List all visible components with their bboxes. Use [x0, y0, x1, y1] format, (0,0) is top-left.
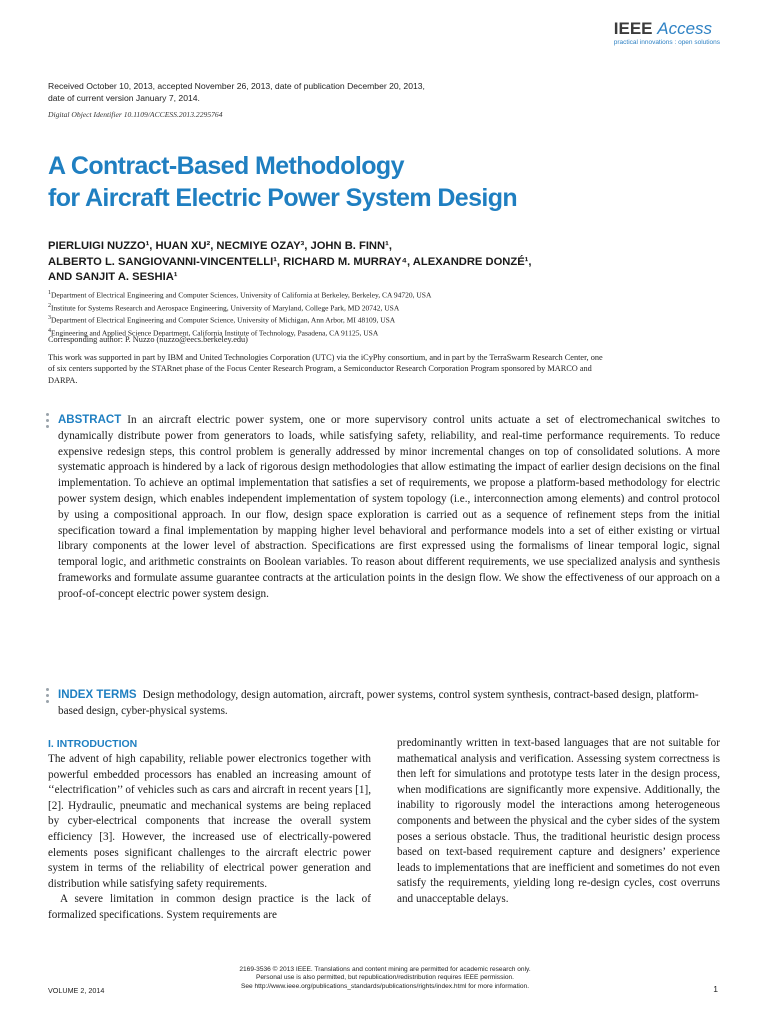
affiliation-text: Department of Electrical Engineering and Computer Sciences, University of California at Berkeley, Berkeley, CA 94720, USA [51, 290, 432, 300]
index-terms-label: INDEX TERMS [58, 689, 137, 701]
index-terms [58, 688, 720, 720]
received-line-1: Received October 10, 2013, accepted November 26, 2013, date of publication December 20, 2013, [48, 81, 425, 91]
affiliation-2 [48, 301, 728, 314]
authors-line-3: AND SANJIT A. SESHIA¹ [48, 271, 178, 283]
page-number: 1 [713, 984, 718, 994]
affiliation-3 [48, 313, 728, 326]
affiliation-1 [48, 288, 728, 301]
logo-brand-italic: Access [657, 19, 713, 38]
title-line-1: A Contract-Based Methodology [48, 152, 404, 180]
right-column [397, 736, 720, 908]
received-line-2: date of current version January 7, 2014. [48, 93, 200, 103]
doi: Digital Object Identifier 10.1109/ACCESS.2013.2295764 [48, 110, 223, 119]
affiliation-num: 3 [48, 315, 51, 321]
abstract-text: In an aircraft electric power system, one or more supervisory control units actuate a set of electromechanical switches to dynamically distribute power from generators to loads, while satisfying safety, reliability, and real-time performance requirements. To reduce expensive redesign steps, this control problem is generally addressed by minor incremental changes on top of consolidated solutions. A more systematic approach is hindered by a lack of rigorous design methodologies that allow estimating the impact of earlier design decisions on the final implementation. To achieve an optimal implementation that satisfies a set of requirements, we propose a platform-based methodology for electric power system design, which enables independent implementation of system topology (i.e., interconnection among elements) and control protocol by using a compositional approach. In our flow, design space exploration is carried out as a sequence of refinement steps from the initial specification toward a final implementation by mapping higher level behavioral and performance models into a set of either existing or virtual library components at the lower level of abstraction. Specifications are first expressed using the formalisms of linear temporal logic, signal temporal logic, and arithmetic constraints on Boolean variables. To reason about different requirements, we use specialized analysis and synthesis frameworks and formulate assume guarantee contracts at the articulation points in the design flow. We show the effectiveness of our approach on a proof-of-concept electric power system design. [58, 414, 720, 600]
affiliation-text: Engineering and Applied Science Department, California Institute of Technology, Pasadena, CA 91125, USA [51, 328, 379, 337]
affiliation-text: Department of Electrical Engineering and Computer Science, University of Michigan, Ann Arbor, MI 48109, USA [51, 315, 396, 325]
received-dates [48, 80, 728, 104]
volume-label: VOLUME 2, 2014 [48, 986, 105, 995]
abstract-marker-icon [46, 413, 50, 431]
authors-line-2: ALBERTO L. SANGIOVANNI-VINCENTELLI¹, RICHARD M. MURRAY⁴, ALEXANDRE DONZÉ¹, [48, 255, 532, 268]
copyright-notice [200, 966, 570, 991]
affiliations [48, 288, 728, 338]
corresponding-author: Corresponding author: P. Nuzzo (nuzzo@eecs.berkeley.edu) [48, 335, 248, 344]
paper-title [48, 150, 728, 214]
affiliation-num: 2 [48, 302, 51, 309]
copyright-line-3: See http://www.ieee.org/publications_standards/publications/rights/index.html for more information. [240, 982, 530, 990]
funding-note: This work was supported in part by IBM and United Technologies Corporation (UTC) via the iCyPhy consortium, and in part by the TerraSwarm Research Center, one of six centers supported by the STARnet phase of the Focus Center Research Program, a Semiconductor Research Corporation Program sponsored by MARCO and DARPA. [48, 353, 603, 385]
intro-paragraph-1: The advent of high capability, reliable power electronics together with powerful embedded processors has enabled an increasing amount of ‘‘electrification’’ of vehicles such as cars and aircraft in recent years [1], [2]. Hydraulic, pneumatic and mechanical systems are being replaced by cyber-electrical components that increase the overall system efficiency [3]. However, the increased use of electrically-powered elements poses significant challenges to the aircraft electric power system in terms of the reliability of electrical power generation and distribution while satisfying safety requirements. [48, 753, 372, 890]
copyright-line-2: Personal use is also permitted, but republication/redistribution requires IEEE permission. [255, 974, 515, 982]
authors-line-1: PIERLUIGI NUZZO¹, HUAN XU², NECMIYE OZAY³, JOHN B. FINN¹, [48, 240, 392, 252]
intro-paragraph-2: A severe limitation in common design practice is the lack of formalized specifications. System requirements are [48, 893, 371, 921]
intro-paragraph-2-continued: predominantly written in text-based languages that are not suitable for mathematical analysis and verification. Assessing system correctness is then left for simulations and prototype tests later in the design process, when modifications are significantly more expensive. Additionally, the inability to rigorously model the interactions among heterogeneous components and between the physical and the cyber sides of the system poses a serious obstacle. Thus, the traditional heuristic design process based on text-based requirement capture and designers’ experience leads to implementations that are inefficient and sometimes do not even satisfy the requirements, yielding long re-design cycles, cost overruns and unacceptable delays. [397, 737, 720, 905]
author-list [48, 239, 738, 286]
section-heading-introduction: I. INTRODUCTION [48, 738, 138, 750]
affiliation-num: 1 [48, 290, 51, 296]
ieee-access-logo [614, 20, 720, 46]
affiliation-num: 4 [48, 327, 51, 334]
title-line-2: for Aircraft Electric Power System Design [48, 184, 518, 212]
index-terms-text: Design methodology, design automation, aircraft, power systems, control system synthesis, contract-based design, platform-based design, cyber-physical systems. [58, 689, 699, 717]
affiliation-text: Institute for Systems Research and Aerospace Engineering, University of Maryland, College Park, MD 20742, USA [51, 303, 400, 312]
abstract [58, 413, 720, 603]
index-terms-marker-icon [46, 688, 50, 706]
logo-tagline: practical innovations : open solutions [613, 39, 720, 46]
copyright-line-1: 2169-3536 © 2013 IEEE. Translations and content mining are permitted for academic research only. [239, 966, 531, 973]
left-column [48, 736, 371, 924]
logo-brand-bold: IEEE [613, 19, 653, 38]
abstract-label: ABSTRACT [58, 414, 122, 426]
